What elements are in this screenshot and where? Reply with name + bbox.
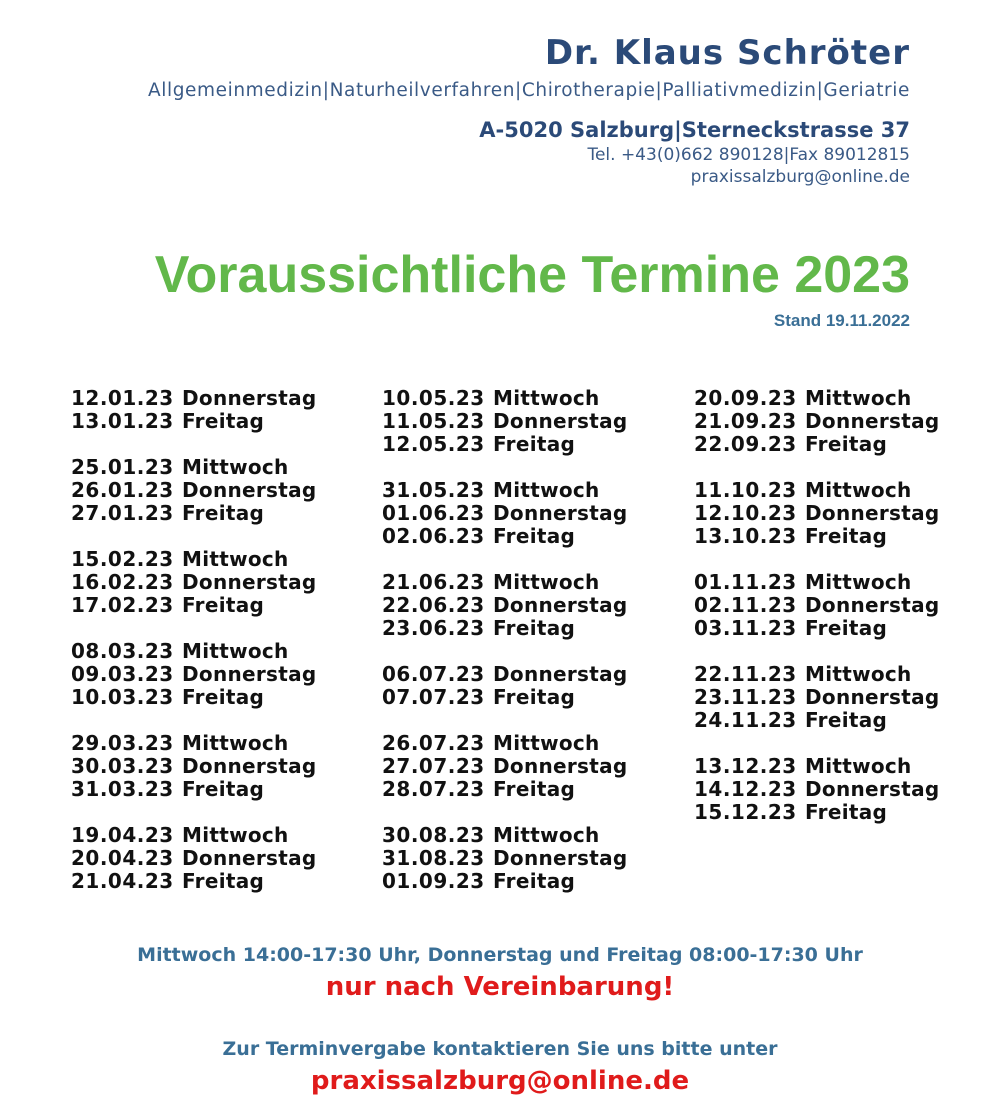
appointment-date: 19.04.23 [71,823,174,847]
appointment-weekday: Freitag [493,869,576,893]
appointment-weekday: Mittwoch [182,823,289,847]
appointment-date: 08.03.23 [71,639,174,663]
appointment-weekday: Donnerstag [805,685,940,709]
appointment-weekday: Mittwoch [493,386,600,410]
appointment-weekday: Donnerstag [493,501,628,525]
date-group [382,663,628,709]
appointment-row [694,663,940,686]
appointment-weekday: Donnerstag [182,754,317,778]
date-group [694,663,940,732]
appointment-row [71,732,317,755]
appointment-weekday: Donnerstag [182,386,317,410]
appointment-row [382,617,628,640]
date-group [71,640,317,709]
appointment-date: 03.11.23 [694,616,797,640]
appointment-date: 26.07.23 [382,731,485,755]
appointment-date: 07.07.23 [382,685,485,709]
appointment-date: 11.10.23 [694,478,797,502]
appointment-weekday: Mittwoch [182,455,289,479]
appointment-weekday: Mittwoch [493,731,600,755]
appointment-weekday: Freitag [493,524,576,548]
appointment-weekday: Mittwoch [805,754,912,778]
appointment-row [382,433,628,456]
date-group [71,548,317,617]
appointment-weekday: Freitag [182,869,265,893]
appointment-date: 21.04.23 [71,869,174,893]
appointment-date: 15.12.23 [694,800,797,824]
appointment-weekday: Mittwoch [805,478,912,502]
appointment-weekday: Donnerstag [493,662,628,686]
appointment-row [694,709,940,732]
appointment-date: 14.12.23 [694,777,797,801]
schedule-column-1 [71,387,317,916]
phone-fax: Tel. +43(0)662 890128|Fax 89012815 [587,145,910,165]
appointment-weekday: Freitag [805,524,888,548]
appointment-weekday: Donnerstag [805,501,940,525]
appointment-row [71,824,317,847]
date-group [71,456,317,525]
appointment-date: 17.02.23 [71,593,174,617]
appointment-date: 16.02.23 [71,570,174,594]
appointment-date: 25.01.23 [71,455,174,479]
date-group [71,824,317,893]
appointment-date: 30.08.23 [382,823,485,847]
date-group [382,479,628,548]
appointment-date: 31.05.23 [382,478,485,502]
appointment-weekday: Donnerstag [493,593,628,617]
appointment-only-notice: nur nach Vereinbarung! [325,972,675,1002]
appointment-row [71,640,317,663]
appointment-date: 26.01.23 [71,478,174,502]
doctor-name: Dr. Klaus Schröter [544,33,910,73]
appointment-weekday: Donnerstag [182,846,317,870]
appointment-date: 29.03.23 [71,731,174,755]
appointment-weekday: Donnerstag [493,409,628,433]
appointment-row [694,410,940,433]
appointment-weekday: Donnerstag [493,754,628,778]
appointment-row [382,732,628,755]
appointment-row [382,387,628,410]
appointment-weekday: Freitag [182,685,265,709]
footer-email: praxissalzburg@online.de [310,1066,690,1096]
appointment-weekday: Freitag [805,708,888,732]
appointment-date: 02.11.23 [694,593,797,617]
appointment-date: 21.06.23 [382,570,485,594]
appointment-weekday: Mittwoch [805,386,912,410]
contact-instructions: Zur Terminvergabe kontaktieren Sie uns bitte unter [222,1038,778,1060]
appointment-row [382,686,628,709]
appointment-weekday: Donnerstag [182,662,317,686]
appointment-date: 20.09.23 [694,386,797,410]
appointment-date: 15.02.23 [71,547,174,571]
opening-hours: Mittwoch 14:00-17:30 Uhr, Donnerstag und Freitag 08:00-17:30 Uhr [137,944,863,966]
appointment-date: 12.01.23 [71,386,174,410]
appointment-row [382,594,628,617]
appointment-date: 30.03.23 [71,754,174,778]
appointment-date: 13.01.23 [71,409,174,433]
appointment-date: 13.10.23 [694,524,797,548]
appointment-weekday: Mittwoch [805,570,912,594]
appointment-weekday: Freitag [493,777,576,801]
appointment-row [382,663,628,686]
appointment-row [694,617,940,640]
appointment-row [71,778,317,801]
appointment-weekday: Freitag [805,616,888,640]
appointment-date: 09.03.23 [71,662,174,686]
appointment-row [382,525,628,548]
appointment-weekday: Mittwoch [493,570,600,594]
practice-address: A-5020 Salzburg|Sterneckstrasse 37 [479,118,910,142]
appointment-date: 12.05.23 [382,432,485,456]
date-group [382,387,628,456]
appointment-row [382,778,628,801]
appointment-date: 31.08.23 [382,846,485,870]
appointment-row [382,755,628,778]
appointment-weekday: Mittwoch [493,478,600,502]
page-title: Voraussichtliche Termine 2023 [154,246,910,304]
schedule-column-2 [382,387,628,916]
appointment-row [71,686,317,709]
schedule-column-3 [694,387,940,847]
appointment-row [694,479,940,502]
appointment-date: 22.11.23 [694,662,797,686]
date-group [382,571,628,640]
appointment-row [71,548,317,571]
appointment-row [382,870,628,893]
letterhead [148,30,910,188]
appointment-date: 31.03.23 [71,777,174,801]
appointment-row [694,571,940,594]
appointment-row [71,847,317,870]
appointment-weekday: Donnerstag [805,593,940,617]
appointment-row [694,778,940,801]
appointment-weekday: Mittwoch [182,547,289,571]
appointment-row [694,433,940,456]
appointment-weekday: Freitag [493,685,576,709]
appointment-row [694,502,940,525]
appointment-weekday: Freitag [182,409,265,433]
appointment-date: 02.06.23 [382,524,485,548]
appointment-row [382,571,628,594]
appointment-weekday: Freitag [182,777,265,801]
appointment-date: 27.07.23 [382,754,485,778]
appointment-row [71,456,317,479]
date-group [71,732,317,801]
appointment-weekday: Mittwoch [805,662,912,686]
appointment-date: 22.09.23 [694,432,797,456]
appointment-row [71,479,317,502]
header-email: praxissalzburg@online.de [690,167,910,187]
appointment-row [694,525,940,548]
revision-date: Stand 19.11.2022 [773,311,910,330]
date-group [694,479,940,548]
appointment-row [694,594,940,617]
appointment-date: 12.10.23 [694,501,797,525]
appointment-date: 11.05.23 [382,409,485,433]
date-group [694,387,940,456]
appointment-row [382,502,628,525]
appointment-row [694,686,940,709]
appointment-date: 23.11.23 [694,685,797,709]
appointment-date: 06.07.23 [382,662,485,686]
appointment-row [71,594,317,617]
appointment-date: 10.05.23 [382,386,485,410]
appointment-date: 01.09.23 [382,869,485,893]
appointment-weekday: Freitag [493,616,576,640]
date-group [694,755,940,824]
appointment-row [71,755,317,778]
appointment-row [382,824,628,847]
date-group [694,571,940,640]
appointment-weekday: Freitag [493,432,576,456]
appointment-row [71,410,317,433]
appointment-weekday: Mittwoch [493,823,600,847]
appointment-date: 10.03.23 [71,685,174,709]
appointment-weekday: Donnerstag [805,409,940,433]
appointment-weekday: Freitag [182,593,265,617]
appointment-date: 23.06.23 [382,616,485,640]
appointment-row [71,870,317,893]
appointment-weekday: Donnerstag [182,570,317,594]
appointment-row [71,571,317,594]
appointment-row [382,410,628,433]
appointment-row [382,847,628,870]
appointment-date: 24.11.23 [694,708,797,732]
appointment-date: 27.01.23 [71,501,174,525]
appointment-date: 22.06.23 [382,593,485,617]
appointment-date: 01.11.23 [694,570,797,594]
date-group [382,824,628,893]
appointment-weekday: Freitag [182,501,265,525]
appointment-date: 20.04.23 [71,846,174,870]
appointment-weekday: Mittwoch [182,731,289,755]
appointment-row [71,663,317,686]
appointment-row [694,387,940,410]
appointment-weekday: Freitag [805,800,888,824]
appointment-row [71,502,317,525]
appointment-weekday: Donnerstag [805,777,940,801]
appointment-date: 21.09.23 [694,409,797,433]
appointment-date: 01.06.23 [382,501,485,525]
appointment-weekday: Donnerstag [493,846,628,870]
date-group [71,387,317,433]
appointment-row [382,479,628,502]
appointment-weekday: Mittwoch [182,639,289,663]
appointment-row [694,755,940,778]
date-group [382,732,628,801]
appointment-row [71,387,317,410]
appointment-weekday: Donnerstag [182,478,317,502]
appointment-date: 28.07.23 [382,777,485,801]
specialties-line: Allgemeinmedizin|Naturheilverfahren|Chirotherapie|Palliativmedizin|Geriatrie [147,80,910,101]
appointment-weekday: Freitag [805,432,888,456]
appointment-row [694,801,940,824]
appointment-date: 13.12.23 [694,754,797,778]
